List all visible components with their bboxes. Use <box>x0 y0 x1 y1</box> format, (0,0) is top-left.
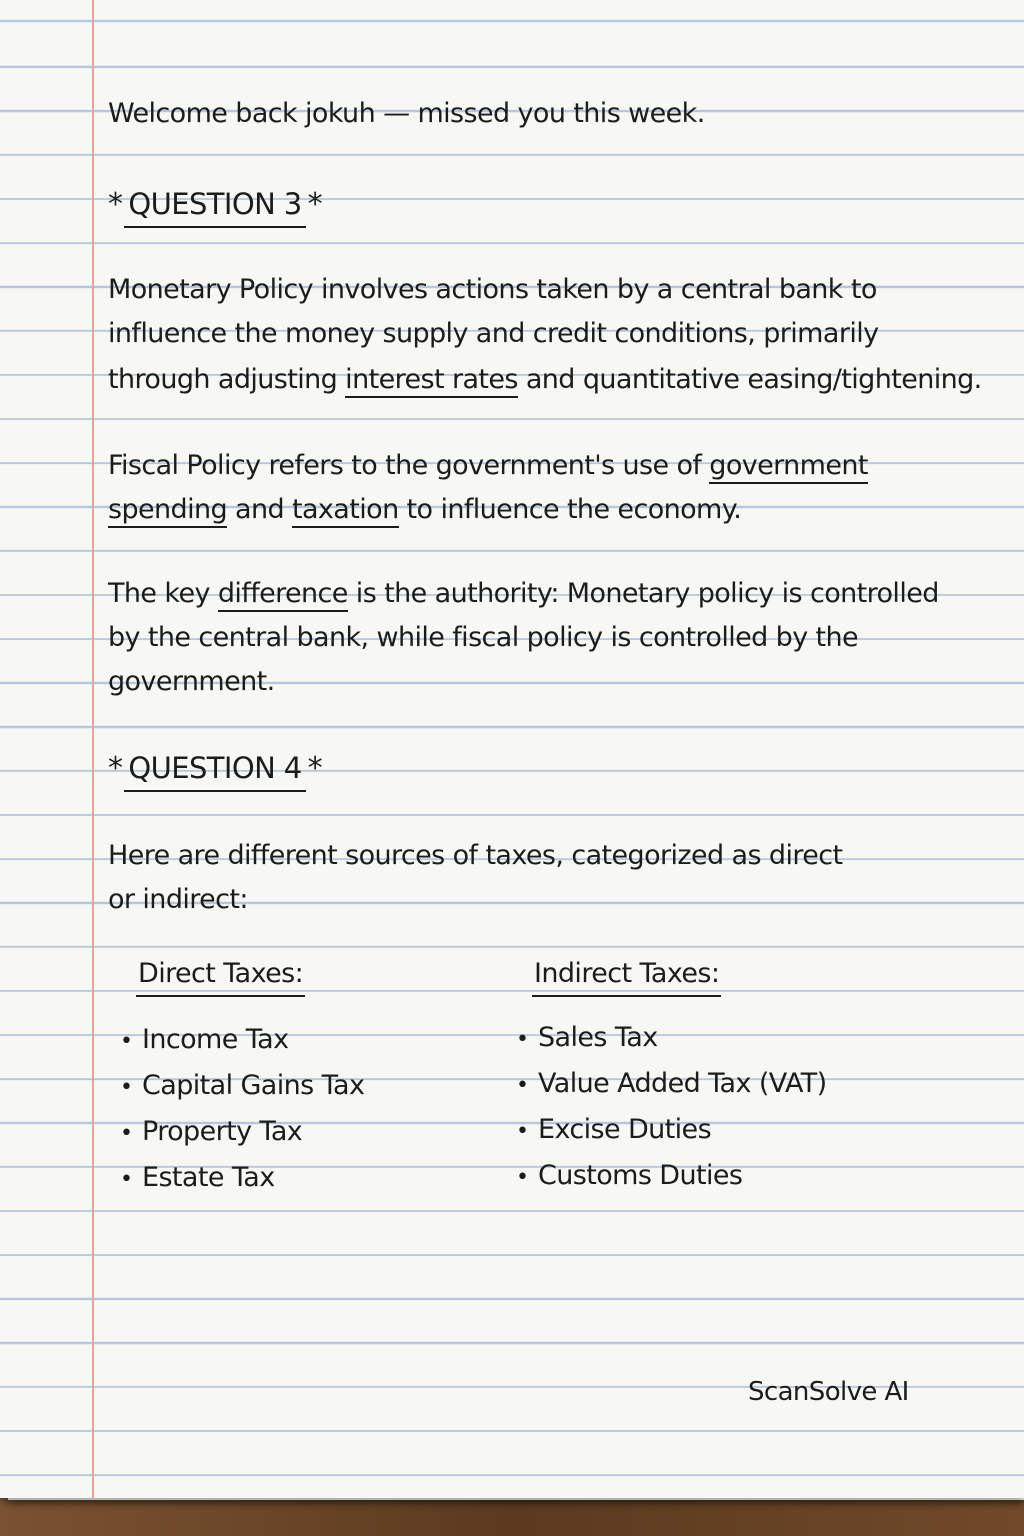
taxation-underlined: taxation <box>292 494 399 528</box>
taxes-intro-line-1: Here are different sources of taxes, categorized as direct <box>108 840 843 871</box>
list-item <box>516 1020 827 1066</box>
star-icon: * <box>307 751 323 786</box>
indirect-tax-item: Customs Duties <box>538 1160 743 1191</box>
indirect-taxes-list <box>516 1020 827 1204</box>
interest-rates-underlined: interest rates <box>345 364 518 398</box>
bullet-icon: • <box>516 1165 529 1190</box>
list-item <box>120 1114 364 1160</box>
fiscal-line-2-mid: and <box>227 494 292 525</box>
indirect-tax-item: Excise Duties <box>538 1114 712 1145</box>
fiscal-line-2-post: to influence the economy. <box>398 494 742 525</box>
difference-line-2: by the central bank, while fiscal policy is controlled by the <box>108 622 859 653</box>
star-icon: * <box>307 187 323 222</box>
direct-tax-item: Income Tax <box>142 1024 289 1055</box>
spending-underlined: spending <box>108 494 227 528</box>
difference-line-1 <box>108 576 939 612</box>
list-item <box>516 1066 827 1112</box>
question-3-title: QUESTION 3 <box>124 184 305 228</box>
bullet-icon: • <box>120 1121 133 1146</box>
indirect-taxes-title: Indirect Taxes: <box>532 956 721 997</box>
star-icon: * <box>108 751 123 786</box>
star-icon: * <box>108 187 123 222</box>
list-item <box>120 1068 364 1114</box>
monetary-line-2: influence the money supply and credit conditions, primarily <box>108 318 879 349</box>
difference-underlined: difference <box>218 578 348 612</box>
bullet-icon: • <box>516 1073 529 1098</box>
monetary-line-1: Monetary Policy involves actions taken by a central bank to <box>108 274 877 305</box>
direct-tax-item: Property Tax <box>142 1116 303 1147</box>
red-margin-line <box>92 0 94 1498</box>
bullet-icon: • <box>120 1029 133 1054</box>
question-4-title: QUESTION 4 <box>124 748 305 792</box>
page-content <box>108 0 988 1498</box>
monetary-line-3-pre: through adjusting <box>108 364 346 395</box>
indirect-taxes-heading <box>532 956 721 997</box>
difference-line-1-pre: The key <box>108 578 218 609</box>
bullet-icon: • <box>120 1167 133 1192</box>
monetary-line-3 <box>108 362 982 398</box>
difference-line-3: government. <box>108 666 275 697</box>
difference-line-1-post: is the authority: Monetary policy is controlled <box>347 578 939 609</box>
bullet-icon: • <box>516 1027 529 1052</box>
bullet-icon: • <box>120 1075 133 1100</box>
list-item <box>120 1022 364 1068</box>
scansolve-signature: ScanSolve AI <box>748 1377 909 1407</box>
monetary-line-3-post: and quantitative easing/tightening. <box>517 364 982 395</box>
list-item <box>120 1160 364 1206</box>
list-item <box>516 1158 827 1204</box>
greeting-text: Welcome back jokuh — missed you this week. <box>108 98 705 129</box>
list-item <box>516 1112 827 1158</box>
bullet-icon: • <box>516 1119 529 1144</box>
direct-taxes-title: Direct Taxes: <box>136 956 305 997</box>
indirect-tax-item: Value Added Tax (VAT) <box>538 1068 827 1099</box>
taxes-intro-line-2: or indirect: <box>108 884 248 915</box>
question-3-heading <box>108 184 322 228</box>
government-underlined: government <box>709 450 868 484</box>
indirect-tax-item: Sales Tax <box>538 1022 658 1053</box>
direct-taxes-list <box>120 1022 364 1206</box>
fiscal-line-1 <box>108 448 868 484</box>
direct-tax-item: Capital Gains Tax <box>142 1070 365 1101</box>
question-4-heading <box>108 748 322 792</box>
fiscal-line-1-pre: Fiscal Policy refers to the government's use of <box>108 450 710 481</box>
direct-tax-item: Estate Tax <box>142 1162 275 1193</box>
direct-taxes-heading <box>136 956 305 997</box>
fiscal-line-2 <box>108 492 741 528</box>
